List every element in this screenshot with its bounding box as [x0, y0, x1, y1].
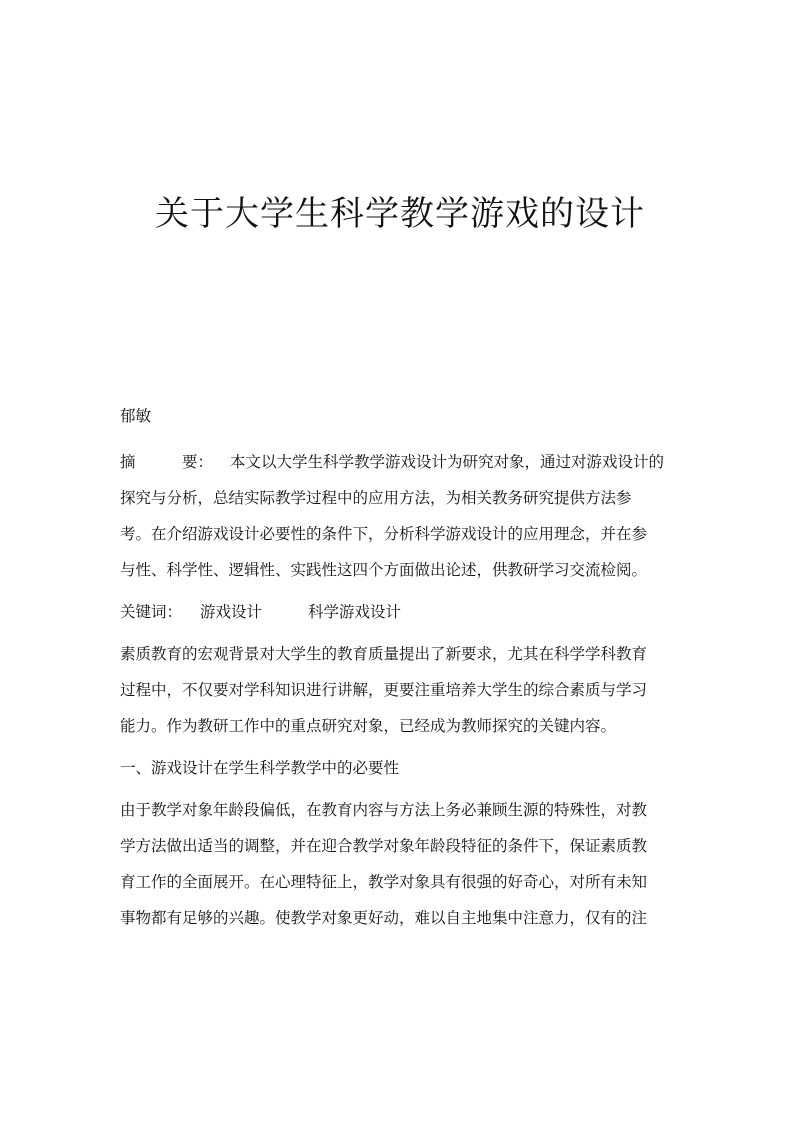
abstract-label: 摘 要：: [120, 453, 214, 471]
abstract-line: 与性、科学性、逻辑性、实践性这四个方面做出论述，供教研学习交流检阅。: [120, 561, 648, 579]
abstract-text: 本文以大学生科学教学游戏设计为研究对象，通过对游戏设计的: [230, 453, 665, 471]
paragraph-line: 由于教学对象年龄段偏低，在教育内容与方法上务必兼顾生源的特殊性，对教: [120, 801, 648, 819]
abstract-line: 探究与分析，总结实际教学过程中的应用方法，为相关教务研究提供方法参: [120, 489, 632, 507]
keyword: 科学游戏设计: [308, 603, 402, 621]
paragraph-line: 事物都有足够的兴趣。使教学对象更好动，难以自主地集中注意力，仅有的注: [120, 909, 648, 927]
abstract-block: [120, 444, 680, 588]
paragraph-line: 育工作的全面展开。在心理特征上，教学对象具有很强的好奇心，对所有未知: [120, 873, 648, 891]
document-title: 关于大学生科学教学游戏的设计: [155, 194, 645, 234]
section-paragraph: [120, 792, 680, 936]
keywords-label: 关键词：: [120, 603, 183, 621]
abstract-line: [120, 444, 680, 480]
abstract-line: 考。在介绍游戏设计必要性的条件下，分析科学游戏设计的应用理念，并在参: [120, 525, 648, 543]
paragraph-line: 能力。作为教研工作中的重点研究对象，已经成为教师探究的关键内容。: [120, 717, 617, 735]
section-heading: 一、游戏设计在学生科学教学中的必要性: [120, 759, 400, 777]
author-name: 郁敏: [120, 407, 152, 425]
intro-paragraph: [120, 636, 680, 744]
paragraph-line: 过程中，不仅要对学科知识进行讲解，更要注重培养大学生的综合素质与学习: [120, 681, 648, 699]
paragraph-line: 学方法做出适当的调整，并在迎合教学对象年龄段特征的条件下，保证素质教: [120, 837, 648, 855]
keyword: 游戏设计: [200, 603, 263, 621]
document-body: [120, 398, 680, 936]
keywords-line: [120, 594, 680, 630]
paragraph-line: 素质教育的宏观背景对大学生的教育质量提出了新要求，尤其在科学学科教育: [120, 645, 648, 663]
